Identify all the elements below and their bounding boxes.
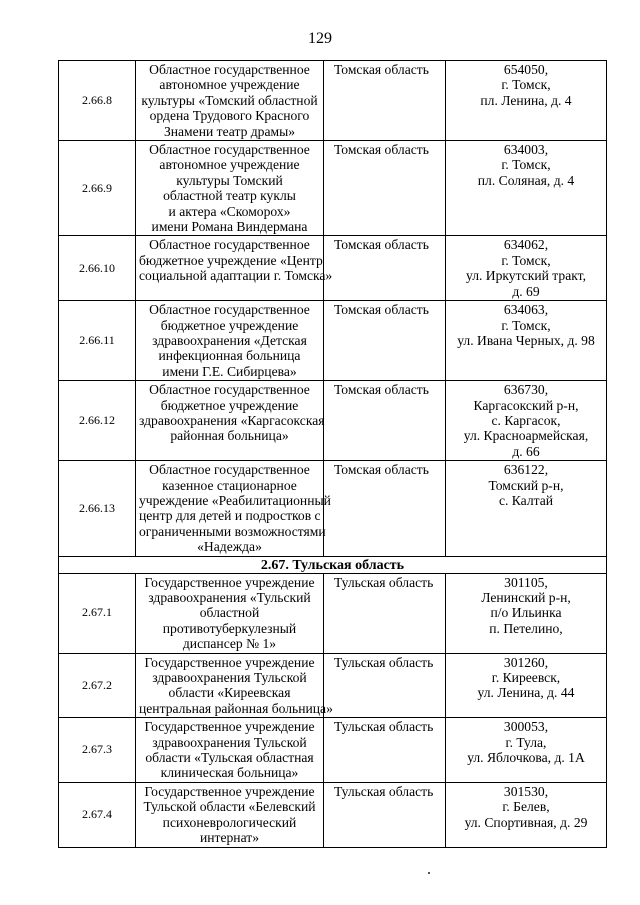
- address-line: г. Киреевск,: [491, 670, 561, 686]
- institution-name-line: имени Г.Е. Сибирцева»: [162, 363, 297, 379]
- institution-name-line: автономное учреждение: [159, 157, 300, 173]
- address-line: Ленинский р-н,: [481, 590, 571, 605]
- entry-number: 2.66.12: [59, 381, 136, 461]
- address-line: г. Томск,: [501, 157, 551, 173]
- address-line: 654050,: [503, 62, 549, 77]
- address-line: с. Каргасок,: [491, 412, 561, 428]
- region-name: Томская область: [324, 141, 446, 236]
- institution-name-line: Областное государственное: [149, 382, 310, 398]
- institution-name-line: имени Романа Виндермана: [151, 219, 308, 235]
- institution-name-line: районная больница»: [170, 428, 289, 444]
- region-name: Тульская область: [324, 782, 446, 847]
- institution-name-line: диспансер № 1»: [182, 636, 277, 652]
- institution-name-line: здравоохранения «Каргасокская: [139, 412, 325, 428]
- institution-name: [136, 141, 324, 236]
- entry-number: 2.66.11: [59, 301, 136, 381]
- entry-number: 2.66.10: [59, 236, 136, 301]
- table-row: [59, 141, 607, 236]
- institution-name-line: Знамени театр драмы»: [163, 123, 296, 139]
- institution-name-line: Областное государственное: [149, 62, 310, 77]
- region-name: Томская область: [324, 381, 446, 461]
- address-line: г. Томск,: [501, 77, 551, 93]
- institution-name-line: ордена Трудового Красного: [149, 108, 310, 124]
- institution-name-line: областной театр куклы: [163, 188, 296, 204]
- institution-name-line: областной: [199, 605, 260, 621]
- institution-name-line: Областное государственное: [149, 302, 310, 318]
- table-row: [59, 301, 607, 381]
- institution-name-line: здравоохранения «Детская: [152, 332, 307, 348]
- entry-number: 2.66.9: [59, 141, 136, 236]
- address-line: д. 69: [512, 283, 540, 299]
- address-line: 301530,: [503, 783, 549, 799]
- institution-name: [136, 461, 331, 556]
- address-line: пл. Ленина, д. 4: [480, 92, 572, 108]
- table-body: [59, 61, 607, 848]
- address: [446, 381, 607, 461]
- region-name: Тульская область: [324, 653, 446, 718]
- entry-number: 2.66.13: [59, 461, 136, 556]
- institution-name-line: социальной адаптации г. Томска»: [139, 268, 333, 284]
- institution-name-line: «Надежда»: [197, 539, 262, 555]
- institution-name: [136, 381, 324, 461]
- entry-number: 2.66.8: [59, 61, 136, 141]
- address: [446, 653, 607, 718]
- institution-name: [136, 301, 324, 381]
- institution-name-line: инфекционная больница: [158, 348, 301, 364]
- region-name: Томская область: [324, 301, 446, 381]
- institution-name-line: области «Тульская областная: [145, 750, 314, 766]
- institution-name: [136, 236, 333, 301]
- institution-name-line: культуры «Томский областной: [141, 92, 318, 108]
- scan-speck: [428, 872, 430, 874]
- institution-name-line: Тульской области «Белевский: [143, 799, 316, 815]
- address: [446, 236, 607, 301]
- institution-name-line: психоневрологический: [162, 814, 297, 830]
- address: [446, 301, 607, 381]
- entry-number: 2.67.1: [59, 573, 136, 653]
- address-line: 300053,: [503, 719, 549, 735]
- institution-name-line: казенное стационарное: [162, 477, 297, 493]
- address-line: 636730,: [503, 382, 549, 398]
- address-line: 636122,: [503, 462, 549, 478]
- institution-name-line: центр для детей и подростков с: [139, 508, 321, 524]
- address-line: ул. Ленина, д. 44: [477, 685, 575, 701]
- institution-name-line: Областное государственное: [149, 462, 310, 478]
- institution-name-line: Государственное учреждение: [144, 783, 315, 799]
- table-row: [59, 61, 607, 141]
- region-name: Томская область: [324, 236, 446, 301]
- entry-number: 2.67.4: [59, 782, 136, 847]
- institution-name: [136, 718, 324, 783]
- address-line: 634062,: [503, 237, 549, 253]
- table-row: [59, 236, 607, 301]
- address: [446, 461, 607, 556]
- institution-name-line: Областное государственное: [149, 237, 310, 253]
- table-row: [59, 782, 607, 847]
- address: [446, 782, 607, 847]
- address: [446, 573, 607, 653]
- institution-name-line: клиническая больница»: [160, 765, 299, 781]
- address-line: ул. Ивана Черных, д. 98: [457, 332, 595, 348]
- institution-name-line: здравоохранения Тульской: [152, 734, 307, 750]
- address-line: г. Тула,: [505, 734, 547, 750]
- institution-name: [136, 653, 333, 718]
- address-line: Томский р-н,: [488, 477, 564, 493]
- address-line: ул. Красноармейская,: [463, 428, 589, 444]
- address-line: ул. Яблочкова, д. 1А: [467, 750, 585, 766]
- institution-name-line: бюджетное учреждение: [160, 397, 299, 413]
- address-line: ул. Спортивная, д. 29: [464, 814, 588, 830]
- institution-name-line: области «Киреевская: [168, 685, 291, 701]
- institution-name-line: автономное учреждение: [159, 77, 300, 93]
- address: [446, 141, 607, 236]
- address-line: г. Томск,: [501, 252, 551, 268]
- address: [446, 718, 607, 783]
- institutions-table: [58, 60, 607, 848]
- region-name: Томская область: [324, 61, 446, 141]
- institution-name-line: Областное государственное: [149, 142, 310, 158]
- institution-name-line: здравоохранения Тульской: [152, 670, 307, 686]
- address-line: п/о Ильинка: [490, 605, 562, 621]
- institution-name-line: противотуберкулезный: [162, 620, 297, 636]
- address-line: 301260,: [503, 654, 549, 670]
- institution-name-line: бюджетное учреждение «Центр: [139, 252, 323, 268]
- address-line: г. Белев,: [502, 799, 550, 815]
- region-name: Тульская область: [324, 718, 446, 783]
- region-name: Тульская область: [324, 573, 446, 653]
- table-row: [59, 461, 607, 556]
- address-line: ул. Иркутский тракт,: [466, 268, 586, 284]
- institution-name: [136, 573, 324, 653]
- address-line: с. Калтай: [498, 492, 554, 508]
- institution-name-line: здравоохранения «Тульский: [148, 590, 311, 605]
- page-number: 129: [308, 30, 332, 47]
- section-header-row: [59, 556, 607, 573]
- address-line: д. 66: [512, 443, 540, 459]
- institution-name: [136, 61, 324, 141]
- institution-name-line: центральная районная больница»: [139, 700, 333, 716]
- address-line: п. Петелино,: [489, 620, 563, 636]
- region-name: Томская область: [324, 461, 446, 556]
- address-line: 634003,: [503, 142, 549, 158]
- section-title: 2.67. Тульская область: [59, 556, 607, 573]
- address-line: Каргасокский р-н,: [473, 397, 579, 413]
- entry-number: 2.67.3: [59, 718, 136, 783]
- institution-name-line: интернат»: [199, 830, 259, 846]
- institution-name-line: бюджетное учреждение: [160, 317, 299, 333]
- institution-name-line: Государственное учреждение: [144, 719, 315, 735]
- address-line: 301105,: [504, 574, 548, 590]
- institution-name: [136, 782, 324, 847]
- entry-number: 2.67.2: [59, 653, 136, 718]
- institution-name-line: Государственное учреждение: [144, 574, 315, 590]
- address-line: 634063,: [503, 302, 549, 318]
- table-row: [59, 653, 607, 718]
- institution-name-line: и актера «Скоморох»: [168, 203, 291, 219]
- institution-name-line: культуры Томский: [176, 172, 283, 188]
- table-row: [59, 718, 607, 783]
- table-row: [59, 573, 607, 653]
- institution-name-line: ограниченными возможностями: [139, 523, 326, 539]
- table-row: [59, 381, 607, 461]
- address: [446, 61, 607, 141]
- address-line: г. Томск,: [501, 317, 551, 333]
- institution-name-line: учреждение «Реабилитационный: [139, 492, 331, 508]
- institution-name-line: Государственное учреждение: [144, 654, 315, 670]
- address-line: пл. Соляная, д. 4: [477, 172, 575, 188]
